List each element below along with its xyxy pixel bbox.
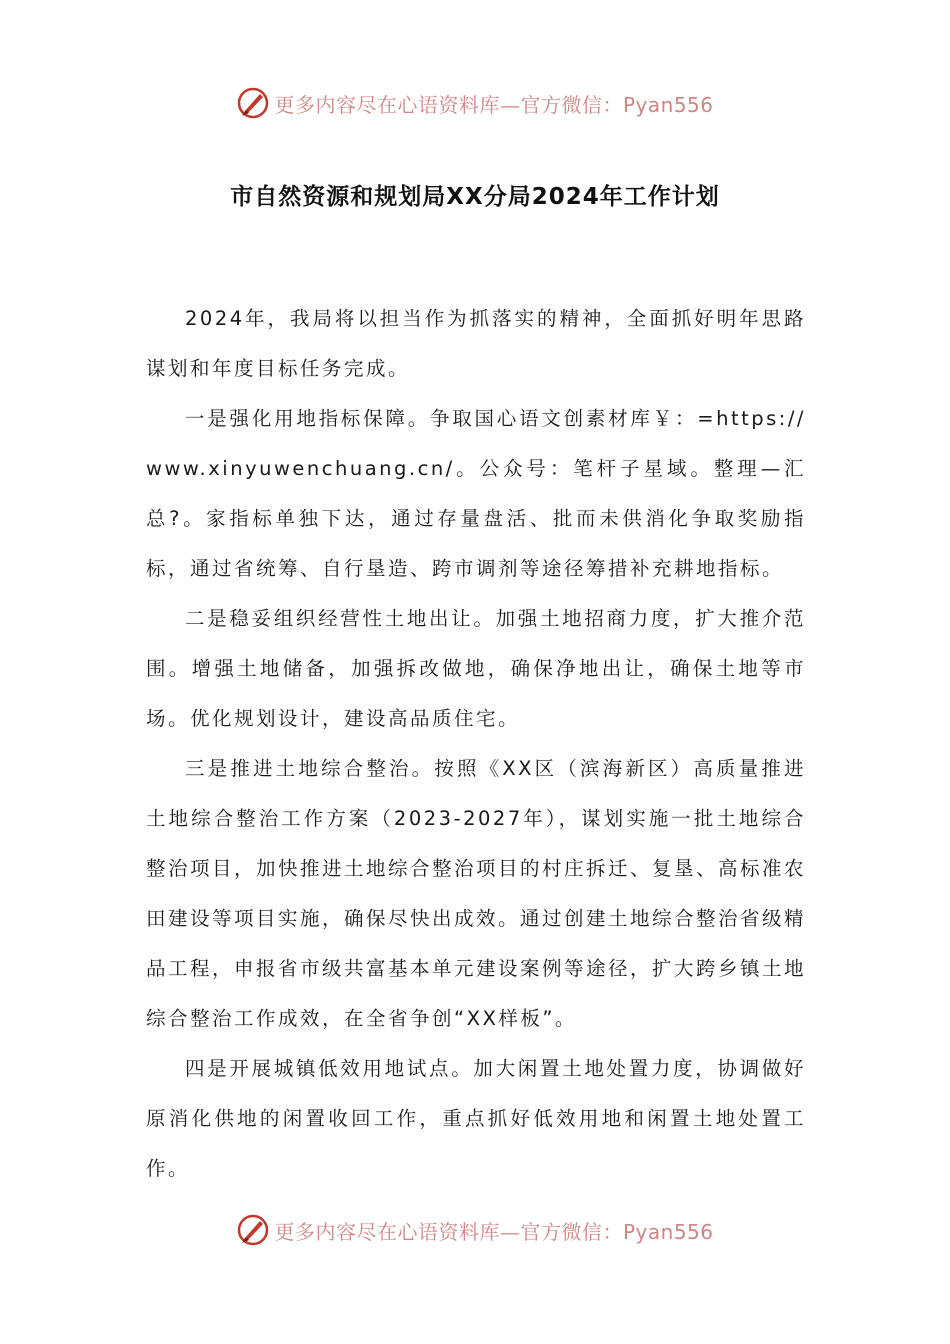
- paragraph-three: 三是推进土地综合整治。按照《XX区（滨海新区）高质量推进土地综合整治工作方案（2023-2027年），谋划实施一批土地综合整治项目，加快推进土地综合整治项目的村庄拆迁、复垦、高标准农田建设等项目实施，确保尽快出成效。通过创建土地综合整治省级精品工程，申报省市级共富基本单元建设案例等途径，扩大跨乡镇土地综合整治工作成效，在全省争创“XX样板”。: [146, 757, 807, 1030]
- footer-watermark-banner: [0, 1210, 950, 1250]
- document-title: 市自然资源和规划局XX分局2024年工作计划: [230, 184, 720, 210]
- paragraph-intro: 2024年，我局将以担当作为抓落实的精神，全面抓好明年思路谋划和年度目标任务完成。: [146, 307, 806, 380]
- header-banner-text: 更多内容尽在心语资料库—官方微信：Pyan556: [274, 92, 714, 117]
- header-watermark-banner: [0, 83, 950, 123]
- paragraph-two: 二是稳妥组织经营性土地出让。加强土地招商力度，扩大推介范围。增强土地储备，加强拆改做地，确保净地出让，确保土地等市场。优化规划设计，建设高品质住宅。: [146, 607, 806, 730]
- footer-banner-text: 更多内容尽在心语资料库—官方微信：Pyan556: [274, 1219, 714, 1244]
- paragraph-four: 四是开展城镇低效用地试点。加大闲置土地处置力度，协调做好原消化供地的闲置收回工作，重点抓好低效用地和闲置土地处置工作。: [146, 1057, 806, 1180]
- paragraph-one: 一是强化用地指标保障。争取国心语文创素材库￥：=https://www.xinyuwenchuang.cn/。公众号：笔杆子星域。整理—汇总?。家指标单独下达，通过存量盘活、批而未供消化争取奖励指标，通过省统筹、自行垦造、跨市调剂等途径筹措补充耕地指标。: [146, 407, 806, 580]
- pen-logo-icon: [236, 86, 270, 120]
- pen-logo-icon: [236, 1213, 270, 1247]
- document-body: [146, 294, 806, 1194]
- header-wechat-id: Pyan556: [622, 92, 714, 117]
- footer-wechat-id: Pyan556: [622, 1219, 714, 1244]
